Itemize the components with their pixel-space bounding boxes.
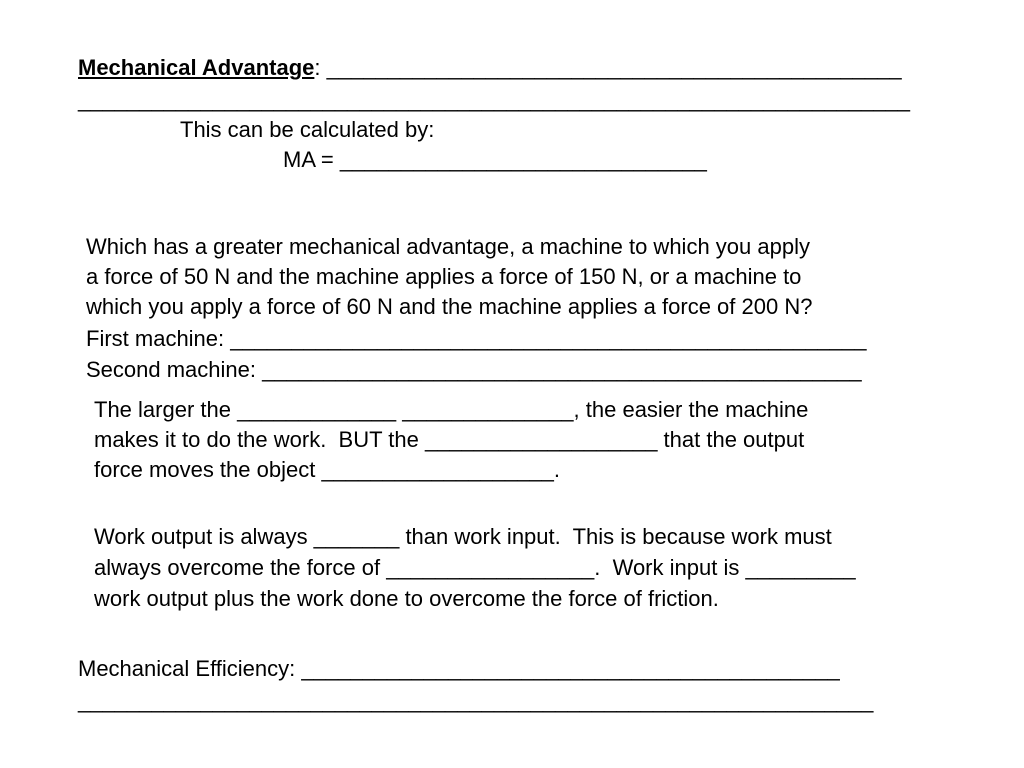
- question-line-2: a force of 50 N and the machine applies a force of 150 N, or a machine to: [86, 264, 802, 289]
- calculated-by-text: This can be calculated by:: [180, 117, 435, 142]
- larger-paragraph-line-1: The larger the _____________ ______________, the easier the machine: [94, 397, 809, 422]
- larger-paragraph-line-3: force moves the object ___________________.: [94, 457, 561, 482]
- mechanical-advantage-blank: : _______________________________________________: [314, 55, 902, 80]
- mechanical-advantage-blank-line: ____________________________________________________________________: [78, 87, 911, 112]
- mechanical-advantage-heading: Mechanical Advantage: [78, 55, 315, 80]
- mechanical-efficiency-blank-line: _________________________________________________________________: [78, 688, 874, 713]
- ma-formula: MA = ______________________________: [283, 147, 707, 172]
- work-paragraph-line-2: always overcome the force of _________________. Work input is _________: [94, 555, 856, 580]
- work-paragraph-line-3: work output plus the work done to overcome the force of friction.: [94, 586, 719, 611]
- first-machine-answer: First machine: ____________________________________________________: [86, 326, 867, 351]
- larger-paragraph-line-2: makes it to do the work. BUT the ___________________ that the output: [94, 427, 805, 452]
- question-line-3: which you apply a force of 60 N and the machine applies a force of 200 N?: [86, 294, 813, 319]
- mechanical-efficiency-line: Mechanical Efficiency: ____________________________________________: [78, 656, 840, 681]
- mechanical-advantage-line: [78, 53, 902, 83]
- second-machine-answer: Second machine: _________________________________________________: [86, 357, 862, 382]
- work-paragraph-line-1: Work output is always _______ than work input. This is because work must: [94, 524, 832, 549]
- question-line-1: Which has a greater mechanical advantage, a machine to which you apply: [86, 234, 810, 259]
